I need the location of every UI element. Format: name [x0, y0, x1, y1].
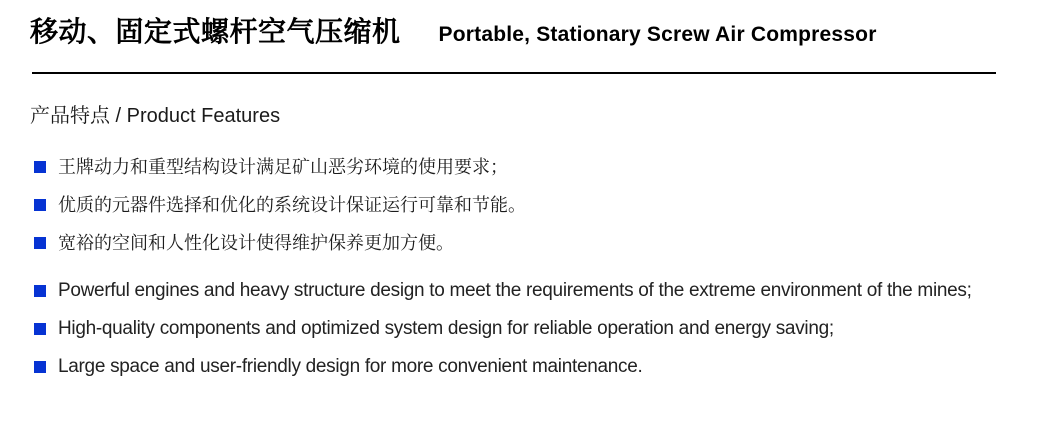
- page-title-chinese: 移动、固定式螺杆空气压缩机: [30, 16, 401, 47]
- feature-text: Powerful engines and heavy structure design to meet the requirements of the extreme environment of the mines;: [58, 280, 972, 301]
- feature-list-chinese: [30, 154, 1054, 256]
- bullet-square-icon: [34, 361, 46, 373]
- feature-item: [34, 278, 1054, 304]
- feature-list-english: [30, 278, 1054, 380]
- section-heading: 产品特点 / Product Features: [30, 105, 281, 127]
- bullet-square-icon: [34, 199, 46, 211]
- feature-text: High-quality components and optimized system design for reliable operation and energy saving;: [58, 318, 834, 339]
- feature-text: Large space and user-friendly design for more convenient maintenance.: [58, 356, 643, 377]
- feature-text: 优质的元器件选择和优化的系统设计保证运行可靠和节能。: [58, 195, 526, 215]
- feature-text: 宽裕的空间和人性化设计使得维护保养更加方便。: [58, 233, 454, 253]
- bullet-square-icon: [34, 161, 46, 173]
- feature-item: [34, 154, 1054, 180]
- bullet-square-icon: [34, 285, 46, 297]
- feature-item: [34, 192, 1054, 218]
- bullet-square-icon: [34, 323, 46, 335]
- feature-text: 王牌动力和重型结构设计满足矿山恶劣环境的使用要求；: [58, 157, 508, 177]
- page-title-english: Portable, Stationary Screw Air Compressor: [438, 23, 877, 46]
- title-divider-rule: [32, 72, 996, 74]
- feature-item: [34, 230, 1054, 256]
- bullet-square-icon: [34, 237, 46, 249]
- feature-item: [34, 354, 1054, 380]
- page-title: [30, 16, 1054, 48]
- feature-item: [34, 316, 1054, 342]
